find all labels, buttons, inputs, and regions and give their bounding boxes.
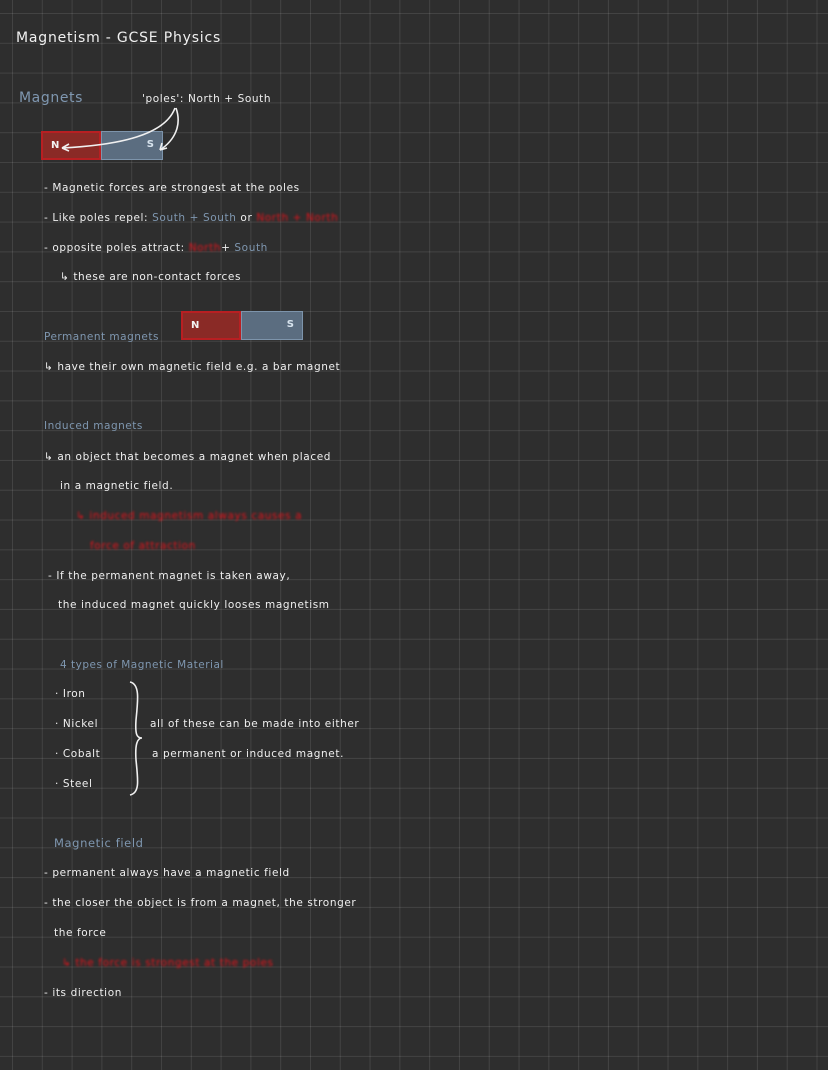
curly-brace-icon xyxy=(0,0,1,1)
induced-line-4: the induced magnet quickly looses magnetism xyxy=(58,599,330,611)
heading-magnetic-field: Magnetic field xyxy=(54,836,144,850)
bullet-strongest-poles: - Magnetic forces are strongest at the poles xyxy=(44,182,300,194)
page-title: Magnetism - GCSE Physics xyxy=(16,30,222,46)
bullet-opposite-poles xyxy=(44,242,268,254)
induced-red-line-1: ↳ induced magnetism always causes a xyxy=(76,510,303,522)
field-line-3: the force xyxy=(54,927,107,939)
field-line-1: - permanent always have a magnetic field xyxy=(44,867,290,879)
south-pole-label: S xyxy=(286,319,294,330)
south-pole xyxy=(241,311,303,340)
opposite-poles-label: - opposite poles attract: xyxy=(44,242,185,254)
north-pole xyxy=(181,311,241,340)
non-contact-note: ↳ these are non-contact forces xyxy=(60,271,242,283)
materials-note-1: all of these can be made into either xyxy=(150,718,360,730)
south-text: South xyxy=(234,242,268,254)
north-pole-label: N xyxy=(51,140,60,151)
like-poles-label: - Like poles repel: xyxy=(44,212,149,224)
induced-line-1: ↳ an object that becomes a magnet when placed xyxy=(44,451,332,463)
induced-line-2: in a magnetic field. xyxy=(60,480,174,492)
materials-note-2: a permanent or induced magnet. xyxy=(152,748,345,760)
bar-magnet-diagram xyxy=(41,131,163,160)
north-text: North xyxy=(188,242,222,254)
heading-permanent-magnets: Permanent magnets xyxy=(44,331,159,343)
or-text: or xyxy=(240,212,253,224)
induced-line-3: - If the permanent magnet is taken away, xyxy=(48,570,291,582)
material-steel: · Steel xyxy=(55,778,93,790)
permanent-bar-magnet-diagram xyxy=(181,311,303,340)
field-line-4: - its direction xyxy=(44,987,122,999)
plus-text: + xyxy=(221,242,231,254)
heading-induced-magnets: Induced magnets xyxy=(44,420,143,432)
field-red-line: ↳ the force is strongest at the poles xyxy=(62,957,274,969)
north-pole-label: N xyxy=(191,320,200,331)
south-south-text: South + South xyxy=(152,212,237,224)
material-nickel: · Nickel xyxy=(55,718,99,730)
north-north-text: North + North xyxy=(256,212,339,224)
heading-magnetic-materials: 4 types of Magnetic Material xyxy=(60,659,224,671)
bullet-like-poles xyxy=(44,212,338,224)
field-line-2: - the closer the object is from a magnet, the stronger xyxy=(44,897,357,909)
material-cobalt: · Cobalt xyxy=(55,748,101,760)
material-iron: · Iron xyxy=(55,688,86,700)
south-pole xyxy=(101,131,163,160)
poles-note: 'poles': North + South xyxy=(142,93,272,105)
permanent-note: ↳ have their own magnetic field e.g. a bar magnet xyxy=(44,361,341,373)
heading-magnets: Magnets xyxy=(19,90,84,106)
south-pole-label: S xyxy=(146,139,154,150)
induced-red-line-2: force of attraction xyxy=(90,540,196,552)
